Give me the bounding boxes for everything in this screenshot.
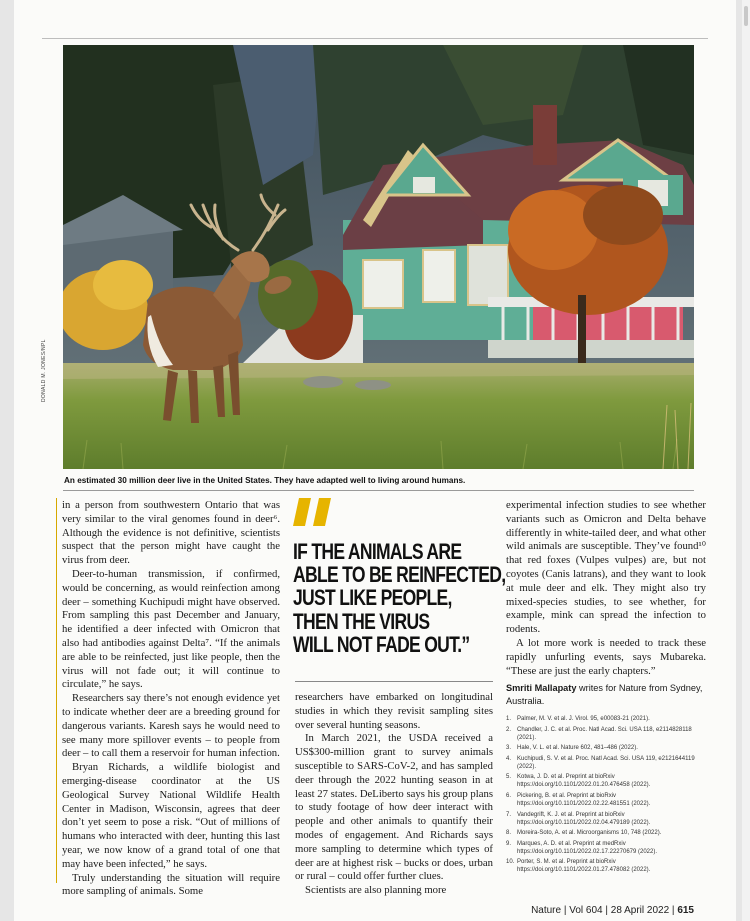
deer-photo (63, 45, 694, 469)
pull-quote-line: JUST LIKE PEOPLE, (293, 585, 452, 611)
reference-number: 6. (506, 792, 512, 799)
reference-item (506, 792, 706, 808)
author-name: Smriti Mallapaty (506, 683, 577, 693)
pull-quote-line: WILL NOT FADE OUT.” (293, 631, 470, 657)
scrollbar-thumb[interactable] (744, 6, 748, 26)
reference-text: Hale, V. L. et al. Nature 602, 481–486 (2022). (517, 745, 638, 752)
volume: Vol 604 (569, 905, 603, 916)
paragraph: Bryan Richards, a wildlife biologist and emerging-disease coordinator at the US Geological Survey National Wildlife Health Center in Madison, Wisconsin, agrees that deer don’t yet seem to pose a risk. “Out of millions of humans who interacted with deer, hunting this last year, we now know of a grand total of one that may have been infected,” he says. (62, 761, 280, 870)
reference-item (506, 755, 706, 771)
reference-item (506, 773, 706, 789)
reference-text: Kotwa, J. D. et al. Preprint at bioRxiv https://doi.org/10.1101/2022.01.20.476458 (2022). (517, 774, 651, 789)
reference-text: Marques, A. D. et al. Preprint at medRxiv https://doi.org/10.1101/2022.02.17.22270679 (2022). (517, 840, 658, 855)
reference-text: Pickering, B. et al. Preprint at bioRxiv https://doi.org/10.1101/2022.02.22.481551 (2022). (517, 792, 651, 807)
reference-number: 1. (506, 716, 512, 722)
author-affiliation: writes for Nature from Sydney, Australia. (506, 683, 703, 706)
reference-item (506, 744, 706, 752)
body-column-1 (62, 499, 280, 899)
photo-caption: An estimated 30 million deer live in the United States. They have adapted well to living around humans. (64, 476, 466, 485)
reference-item (506, 858, 706, 874)
issue-date: 28 April 2022 (610, 905, 670, 916)
paragraph: Researchers say there’s not enough evidence yet to indicate whether deer are a breeding ground for dangerous variants. Karesh says he would need to see many more spillover events – to people from deer – to call them a reservoir for human infection. (62, 692, 280, 760)
pull-quote-line: ABLE TO BE REINFECTED, (293, 562, 506, 588)
reference-number: 8. (506, 830, 512, 837)
paragraph: Truly understanding the situation will require more sampling of animals. Some (62, 871, 280, 898)
reference-text: Kuchipudi, S. V. et al. Proc. Natl Acad. Sci. USA 119, e2121644119 (2022). (517, 755, 695, 770)
reference-text: Moreira-Soto, A. et al. Microorganisms 10, 748 (2022). (517, 830, 662, 837)
reference-text: Palmer, M. V. et al. J. Virol. 95, e00083-21 (2021). (517, 716, 650, 722)
body-column-3 (506, 499, 706, 678)
scrollbar[interactable] (742, 0, 750, 921)
reference-text: Vandegrift, K. J. et al. Preprint at bioRxiv https://doi.org/10.1101/2022.02.04.479189 (2022). (517, 811, 651, 826)
page-number: 615 (677, 905, 694, 916)
reference-number: 3. (506, 745, 512, 752)
page-footer: Nature | Vol 604 | 28 April 2022 | 615 (531, 905, 694, 916)
pull-quote-line: THEN THE VIRUS (293, 608, 430, 634)
photo-credit: DONALD M. JONES/NPL (41, 339, 47, 402)
quote-mark-icon (293, 496, 339, 528)
reference-number: 10. (506, 859, 515, 866)
paragraph: Deer-to-human transmission, if confirmed, would be concerning, as would reinfection among deer – something Kuchipudi might have observed. From sampling this past December and January, he identified a deer infected with Omicron that also had antibodies against Delta⁷. “If the animals are able to be reinfected, just like people, then the virus will not fade out; it will continue to circulate,” he says. (62, 567, 280, 691)
paragraph: A lot more work is needed to track these rapidly unfurling events, says Mubareka. “These are just the early chapters.” (506, 636, 706, 677)
author-bio (506, 682, 706, 708)
reference-item (506, 811, 706, 827)
reference-number: 7. (506, 811, 512, 818)
paragraph: researchers have embarked on longitudinal studies in which they revisit sampling sites over several hunting seasons. (295, 691, 493, 731)
reference-item (506, 726, 706, 742)
article-page (14, 0, 736, 921)
pull-quote-rule (295, 681, 493, 682)
reference-text: Chandler, J. C. et al. Proc. Natl Acad. Sci. USA 118, e2114828118 (2021). (517, 726, 692, 741)
caption-rule (63, 490, 694, 491)
paragraph: In March 2021, the USDA received a US$300-million grant to survey animals susceptible to SARS-CoV-2, and has sampled deer through the 2022 hunting season in at least 27 states. DeLiberto says his group plans to study footage of how deer interact with people and other animals to quantify their modes of engagement. And Richards says more sampling to determine which types of deer are at highest risk – bucks or does, urban or rural – could offer further clues. (295, 732, 493, 883)
paragraph: experimental infection studies to see whether variants such as Omicron and Delta behave differently in white-tailed deer, and what other wild animals are susceptible. They’ve found¹⁰ that red foxes (Vulpes vulpes) are, but not coyotes (Canis latrans), and they want to look at mule deer and elk. They might also try mixed-species studies, to see whether, for example, mink can spread the infection to rodents. (506, 499, 706, 636)
reference-list (506, 715, 706, 877)
reference-number: 9. (506, 840, 512, 847)
top-rule (42, 38, 708, 39)
pull-quote (293, 539, 506, 657)
pull-quote-line: IF THE ANIMALS ARE (293, 539, 462, 564)
reference-item (506, 829, 706, 837)
reference-item (506, 840, 706, 856)
reference-text: Porter, S. M. et al. Preprint at bioRxiv https://doi.org/10.1101/2022.01.27.478082 (2022). (517, 859, 651, 874)
paragraph: Scientists are also planning more (305, 884, 447, 897)
accent-bar (56, 498, 57, 883)
journal-name: Nature (531, 905, 562, 916)
reference-number: 4. (506, 755, 512, 762)
paragraph: in a person from southwestern Ontario that was very similar to the viral genomes found in deer⁶. Although the evidence is not definitive, scientists suspect that the person might have caught the virus from deer. (62, 499, 280, 567)
reference-item (506, 715, 706, 723)
reference-number: 5. (506, 774, 512, 781)
body-column-2 (295, 691, 493, 898)
reference-number: 2. (506, 726, 512, 733)
